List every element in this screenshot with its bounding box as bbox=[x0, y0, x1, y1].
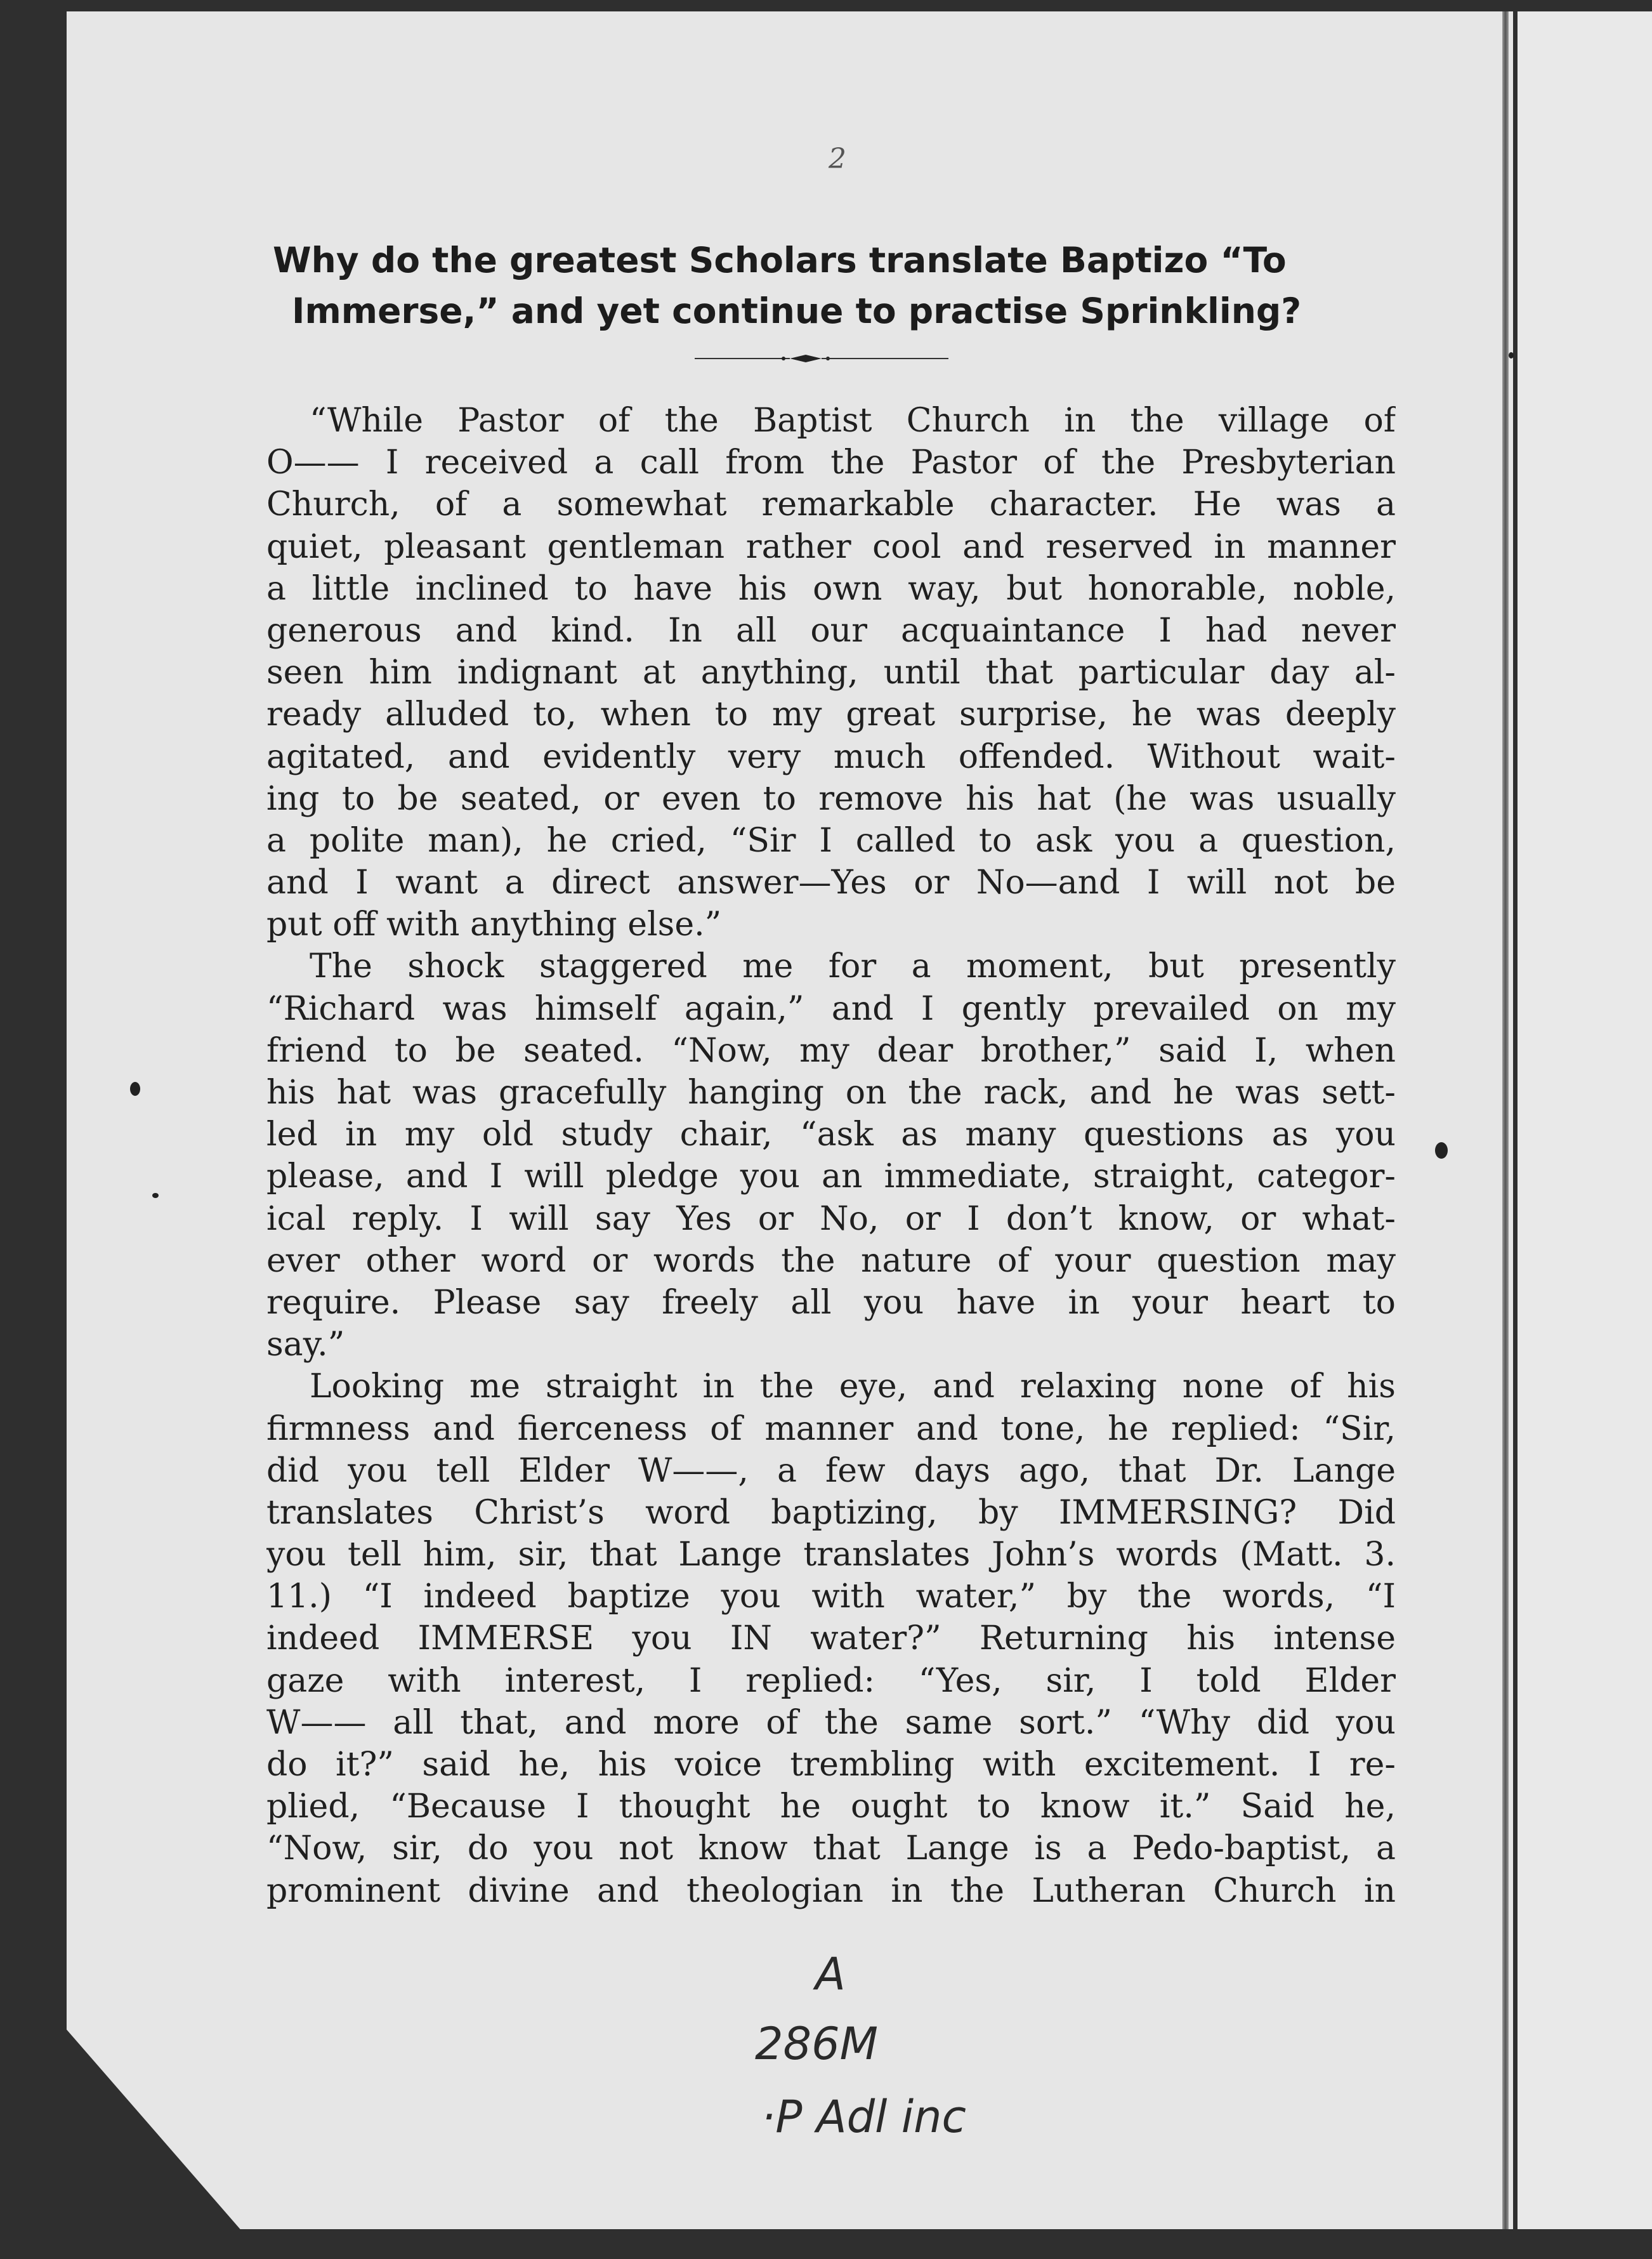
text-line: gaze with interest, I replied: “Yes, sir, I told Elder bbox=[266, 1661, 1396, 1700]
text-line: Church, of a somewhat remarkable character. He was a bbox=[266, 485, 1396, 524]
text-line: plied, “Because I thought he ought to know it.” Said he, bbox=[266, 1788, 1396, 1826]
text-line: 11.) “I indeed baptize you with water,” by the words, “I bbox=[266, 1577, 1396, 1616]
text-line: quiet, pleasant gentleman rather cool and reserved in manner bbox=[266, 527, 1396, 566]
page-fold bbox=[1502, 11, 1509, 2229]
text-line: “Richard was himself again,” and I gently prevailed on my bbox=[266, 989, 1396, 1028]
text-line: firmness and fierceness of manner and tone, he replied: “Sir, bbox=[266, 1409, 1396, 1448]
scan-speck bbox=[152, 1193, 159, 1198]
handwritten-note: A bbox=[815, 1948, 846, 2000]
text-line: and I want a direct answer—Yes or No—and I will not be bbox=[266, 864, 1396, 902]
handwritten-note: 286M bbox=[755, 2018, 879, 2070]
scan-speck bbox=[1509, 352, 1514, 359]
text-line: ready alluded to, when to my great surprise, he was deeply bbox=[266, 695, 1396, 734]
text-line: prominent divine and theologian in the Lutheran Church in bbox=[266, 1871, 1396, 1910]
page-number: 2 bbox=[829, 143, 846, 175]
text-line: put off with anything else.” bbox=[266, 906, 722, 944]
text-line: ical reply. I will say Yes or No, or I don’t know, or what- bbox=[266, 1199, 1396, 1238]
text-line: please, and I will pledge you an immediate, straight, categor- bbox=[266, 1157, 1396, 1196]
text-line: “While Pastor of the Baptist Church in the village of bbox=[310, 402, 1396, 440]
text-line: say.” bbox=[266, 1326, 345, 1364]
text-line: friend to be seated. “Now, my dear brother,” said I, when bbox=[266, 1031, 1396, 1070]
text-line: ever other word or words the nature of your question may bbox=[266, 1241, 1396, 1280]
text-line: a little inclined to have his own way, but honorable, noble, bbox=[266, 569, 1396, 608]
text-line: seen him indignant at anything, until that particular day al- bbox=[266, 654, 1396, 692]
text-line: ing to be seated, or even to remove his hat (he was usually bbox=[266, 779, 1396, 818]
text-line: W—— all that, and more of the same sort.” “Why did you bbox=[266, 1703, 1396, 1742]
heading-line: Immerse,” and yet continue to practise Sprinkling? bbox=[292, 291, 1302, 331]
text-line: you tell him, sir, that Lange translates John’s words (Matt. 3. bbox=[266, 1536, 1396, 1574]
handwritten-note: ·P Adl inc bbox=[761, 2091, 967, 2143]
text-line: led in my old study chair, “ask as many questions as you bbox=[266, 1116, 1396, 1154]
text-line: a polite man), he cried, “Sir I called to ask you a question, bbox=[266, 821, 1396, 860]
text-line: O—— I received a call from the Pastor of the Presbyterian bbox=[266, 444, 1396, 482]
heading-line: Why do the greatest Scholars translate Baptizo “To bbox=[273, 240, 1287, 280]
adjacent-page-edge bbox=[1518, 11, 1652, 2229]
text-line: indeed IMMERSE you IN water?” Returning his intense bbox=[266, 1619, 1396, 1658]
text-line: do it?” said he, his voice trembling with excitement. I re- bbox=[266, 1746, 1396, 1784]
text-line: The shock staggered me for a moment, but presently bbox=[310, 947, 1396, 986]
article-heading bbox=[273, 235, 1415, 336]
ornament-divider bbox=[695, 352, 948, 365]
text-line: require. Please say freely all you have in your heart to bbox=[266, 1283, 1396, 1322]
text-line: “Now, sir, do you not know that Lange is a Pedo-baptist, a bbox=[266, 1829, 1396, 1868]
body-text bbox=[266, 400, 1396, 1912]
text-line: agitated, and evidently very much offended. Without wait- bbox=[266, 737, 1396, 776]
text-line: generous and kind. In all our acquaintance I had never bbox=[266, 611, 1396, 650]
text-line: his hat was gracefully hanging on the rack, and he was sett- bbox=[266, 1074, 1396, 1112]
text-line: Looking me straight in the eye, and relaxing none of his bbox=[310, 1367, 1396, 1406]
text-line: translates Christ’s word baptizing, by IMMERSING? Did bbox=[266, 1493, 1396, 1532]
text-line: did you tell Elder W——, a few days ago, that Dr. Lange bbox=[266, 1451, 1396, 1490]
scan-speck bbox=[130, 1082, 140, 1096]
scan-speck bbox=[1435, 1142, 1448, 1159]
